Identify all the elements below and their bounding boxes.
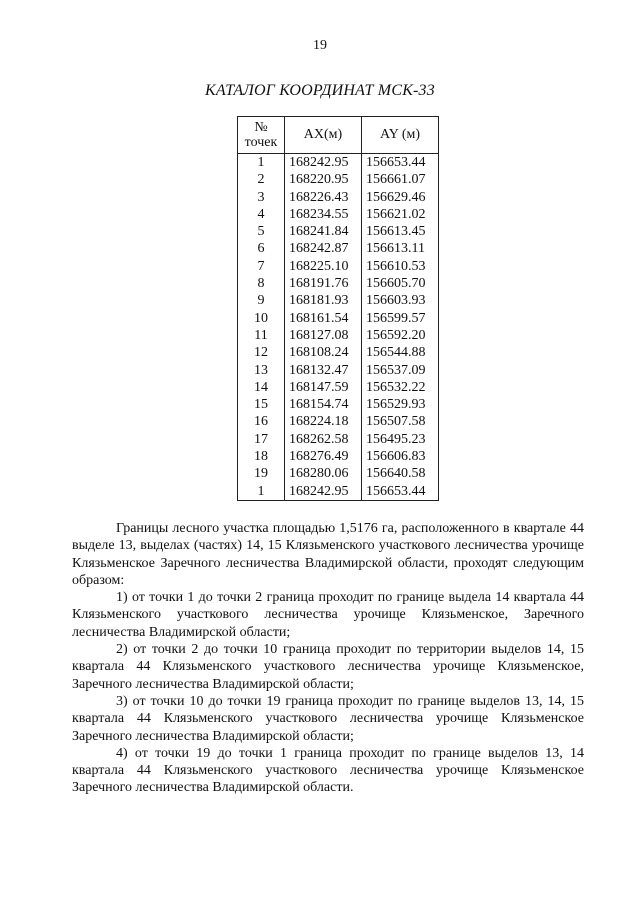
x-coordinate-cell: 168161.54	[285, 310, 362, 327]
x-coordinate-cell: 168132.47	[285, 362, 362, 379]
point-number-cell: 8	[238, 275, 285, 292]
coordinate-table	[237, 116, 439, 501]
x-coordinate-cell: 168280.06	[285, 465, 362, 482]
table-row	[238, 154, 439, 172]
y-coordinate-cell: 156603.93	[362, 292, 439, 309]
y-coordinate-cell: 156661.07	[362, 171, 439, 188]
table-row	[238, 448, 439, 465]
y-coordinate-cell: 156653.44	[362, 483, 439, 501]
table-row	[238, 465, 439, 482]
point-number-cell: 1	[238, 154, 285, 172]
x-coordinate-cell: 168241.84	[285, 223, 362, 240]
y-coordinate-cell: 156621.02	[362, 206, 439, 223]
table-row	[238, 344, 439, 361]
point-number-cell: 4	[238, 206, 285, 223]
table-row	[238, 292, 439, 309]
x-coordinate-cell: 168220.95	[285, 171, 362, 188]
table-row	[238, 362, 439, 379]
table-row	[238, 431, 439, 448]
y-coordinate-cell: 156544.88	[362, 344, 439, 361]
point-number-cell: 10	[238, 310, 285, 327]
table-header-row	[238, 117, 439, 154]
table-row	[238, 258, 439, 275]
point-number-cell: 16	[238, 413, 285, 430]
table-row	[238, 206, 439, 223]
x-coordinate-cell: 168224.18	[285, 413, 362, 430]
header-x-coordinate: AX(м)	[285, 117, 362, 154]
table-row	[238, 483, 439, 501]
y-coordinate-cell: 156640.58	[362, 465, 439, 482]
table-row	[238, 240, 439, 257]
x-coordinate-cell: 168147.59	[285, 379, 362, 396]
y-coordinate-cell: 156613.11	[362, 240, 439, 257]
y-coordinate-cell: 156653.44	[362, 154, 439, 172]
boundary-description	[72, 520, 584, 797]
x-coordinate-cell: 168154.74	[285, 396, 362, 413]
table-row	[238, 327, 439, 344]
point-number-cell: 6	[238, 240, 285, 257]
table-row	[238, 223, 439, 240]
y-coordinate-cell: 156537.09	[362, 362, 439, 379]
x-coordinate-cell: 168225.10	[285, 258, 362, 275]
point-number-cell: 19	[238, 465, 285, 482]
x-coordinate-cell: 168242.95	[285, 483, 362, 501]
point-number-cell: 13	[238, 362, 285, 379]
intro-paragraph: Границы лесного участка площадью 1,5176 га, расположенного в квартале 44 выделе 13, выделах (частях) 14, 15 Клязьменского участкового лесничества урочище Клязьменское Заречного лесничества Владимирской области, проходят следующим образом:	[72, 521, 584, 588]
y-coordinate-cell: 156529.93	[362, 396, 439, 413]
table-row	[238, 189, 439, 206]
x-coordinate-cell: 168242.87	[285, 240, 362, 257]
x-coordinate-cell: 168181.93	[285, 292, 362, 309]
point-number-cell: 2	[238, 171, 285, 188]
point-number-cell: 18	[238, 448, 285, 465]
header-point-number: № точек	[238, 117, 285, 154]
y-coordinate-cell: 156610.53	[362, 258, 439, 275]
x-coordinate-cell: 168226.43	[285, 189, 362, 206]
x-coordinate-cell: 168191.76	[285, 275, 362, 292]
point-number-cell: 7	[238, 258, 285, 275]
x-coordinate-cell: 168242.95	[285, 154, 362, 172]
point-number-cell: 17	[238, 431, 285, 448]
boundary-item-2: 2) от точки 2 до точки 10 граница проходит по территории выделов 14, 15 квартала 44 Клязьменского участкового лесничества урочище Клязьменское, Заречного лесничества Владимирской области;	[72, 642, 584, 692]
table-row	[238, 413, 439, 430]
point-number-cell: 14	[238, 379, 285, 396]
y-coordinate-cell: 156592.20	[362, 327, 439, 344]
header-y-coordinate: AY (м)	[362, 117, 439, 154]
point-number-cell: 15	[238, 396, 285, 413]
x-coordinate-cell: 168234.55	[285, 206, 362, 223]
y-coordinate-cell: 156507.58	[362, 413, 439, 430]
boundary-item-3: 3) от точки 10 до точки 19 граница проходит по границе выделов 13, 14, 15 квартала 44 Клязьменского участкового лесничества урочище Клязьменское Заречного лесничества Владимирской области;	[72, 693, 584, 744]
y-coordinate-cell: 156532.22	[362, 379, 439, 396]
y-coordinate-cell: 156605.70	[362, 275, 439, 292]
x-coordinate-cell: 168127.08	[285, 327, 362, 344]
table-row	[238, 275, 439, 292]
point-number-cell: 12	[238, 344, 285, 361]
point-number-cell: 9	[238, 292, 285, 309]
point-number-cell: 1	[238, 483, 285, 501]
y-coordinate-cell: 156606.83	[362, 448, 439, 465]
point-number-cell: 3	[238, 189, 285, 206]
page-number: 19	[313, 38, 327, 53]
table-row	[238, 171, 439, 188]
point-number-cell: 5	[238, 223, 285, 240]
y-coordinate-cell: 156613.45	[362, 223, 439, 240]
boundary-item-1: 1) от точки 1 до точки 2 граница проходит по границе выдела 14 квартала 44 Клязьменского участкового лесничества урочище Клязьменское, Заречного лесничества Владимирской области;	[72, 590, 584, 640]
x-coordinate-cell: 168276.49	[285, 448, 362, 465]
x-coordinate-cell: 168262.58	[285, 431, 362, 448]
y-coordinate-cell: 156599.57	[362, 310, 439, 327]
document-title: КАТАЛОГ КООРДИНАТ МСК-33	[205, 82, 435, 99]
y-coordinate-cell: 156495.23	[362, 431, 439, 448]
boundary-item-4: 4) от точки 19 до точки 1 граница проходит по границе выделов 13, 14 квартала 44 Клязьменского участкового лесничества урочище Клязьменское Заречного лесничества Владимирской области.	[72, 745, 584, 796]
table-row	[238, 396, 439, 413]
table-row	[238, 310, 439, 327]
y-coordinate-cell: 156629.46	[362, 189, 439, 206]
table-row	[238, 379, 439, 396]
point-number-cell: 11	[238, 327, 285, 344]
x-coordinate-cell: 168108.24	[285, 344, 362, 361]
